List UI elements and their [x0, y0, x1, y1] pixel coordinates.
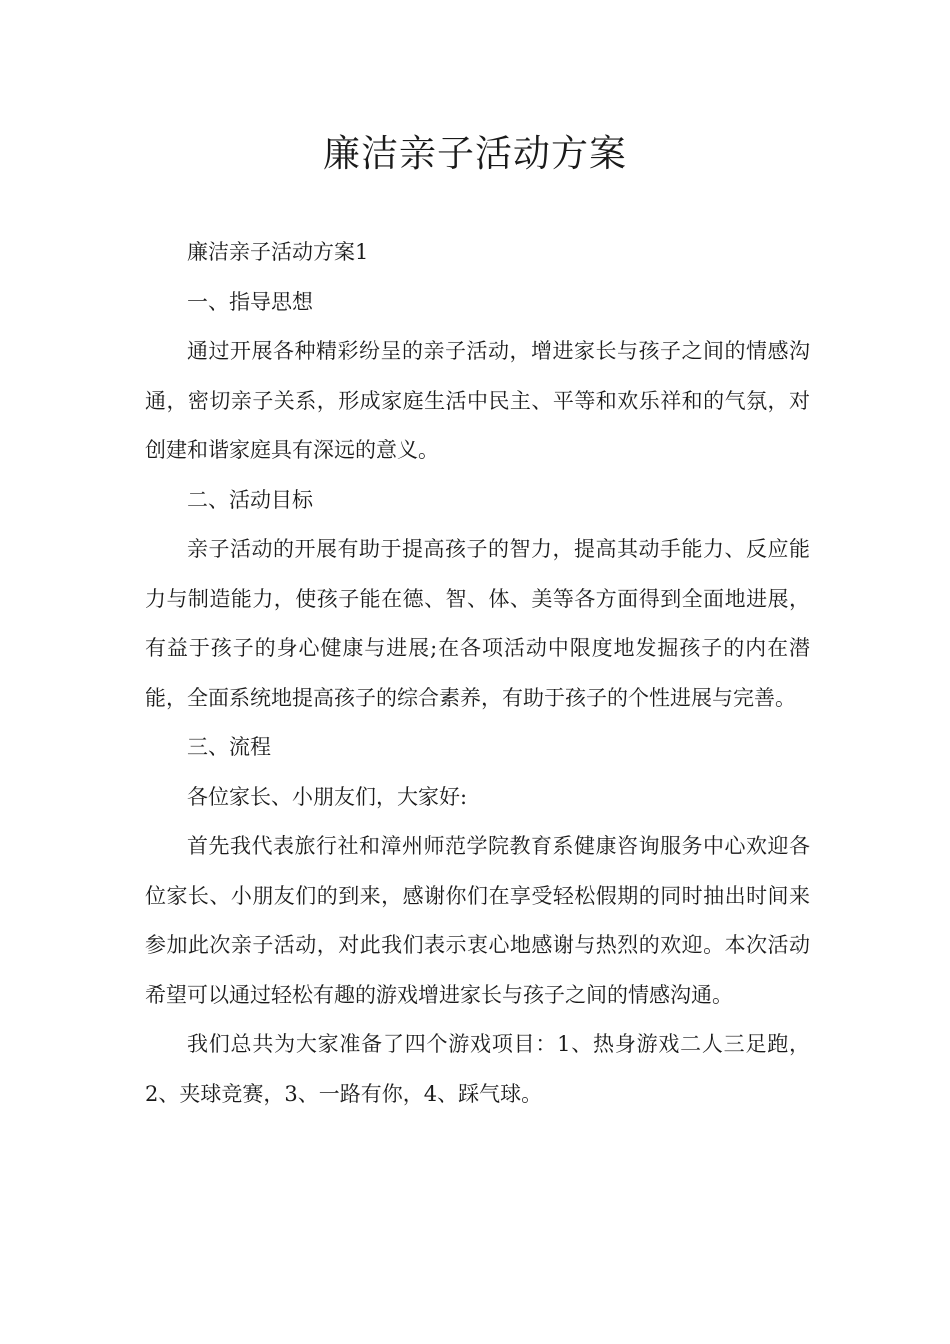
section-heading-process: 三、流程 — [187, 735, 271, 759]
section-heading-plan-1: 廉洁亲子活动方案1 — [187, 240, 369, 264]
paragraph-activity-goals: 亲子活动的开展有助于提高孩子的智力，提高其动手能力、反应能力与制造能力，使孩子能在德、智、体、美等各方面得到全面地进展，有益于孩子的身心健康与进展;在各项活动中限度地发掘孩子的内在潜能，全面系统地提高孩子的综合素养，有助于孩子的个性进展与完善。 — [145, 537, 810, 710]
section-heading-guiding-ideology: 一、指导思想 — [187, 289, 313, 314]
paragraph-welcome: 首先我代表旅行社和漳州师范学院教育系健康咨询服务中心欢迎各位家长、小朋友们的到来，感谢你们在享受轻松假期的同时抽出时间来参加此次亲子活动，对此我们表示衷心地感谢与热烈的欢迎。本次活动希望可以通过轻松有趣的游戏增进家长与孩子之间的情感沟通。 — [145, 834, 810, 1007]
paragraph-guiding-ideology: 通过开展各种精彩纷呈的亲子活动，增进家长与孩子之间的情感沟通，密切亲子关系，形成家庭生活中民主、平等和欢乐祥和的气氛，对创建和谐家庭具有深远的意义。 — [145, 339, 810, 462]
document-body — [145, 228, 810, 1119]
document-title: 廉洁亲子活动方案 — [323, 132, 627, 175]
paragraph-game-list: 我们总共为大家准备了四个游戏项目：1、热身游戏二人三足跑，2、夹球竞赛，3、一路有你，4、踩气球。 — [145, 1032, 810, 1106]
section-heading-activity-goals: 二、活动目标 — [187, 487, 313, 512]
paragraph-greeting: 各位家长、小朋友们，大家好: — [187, 784, 468, 809]
